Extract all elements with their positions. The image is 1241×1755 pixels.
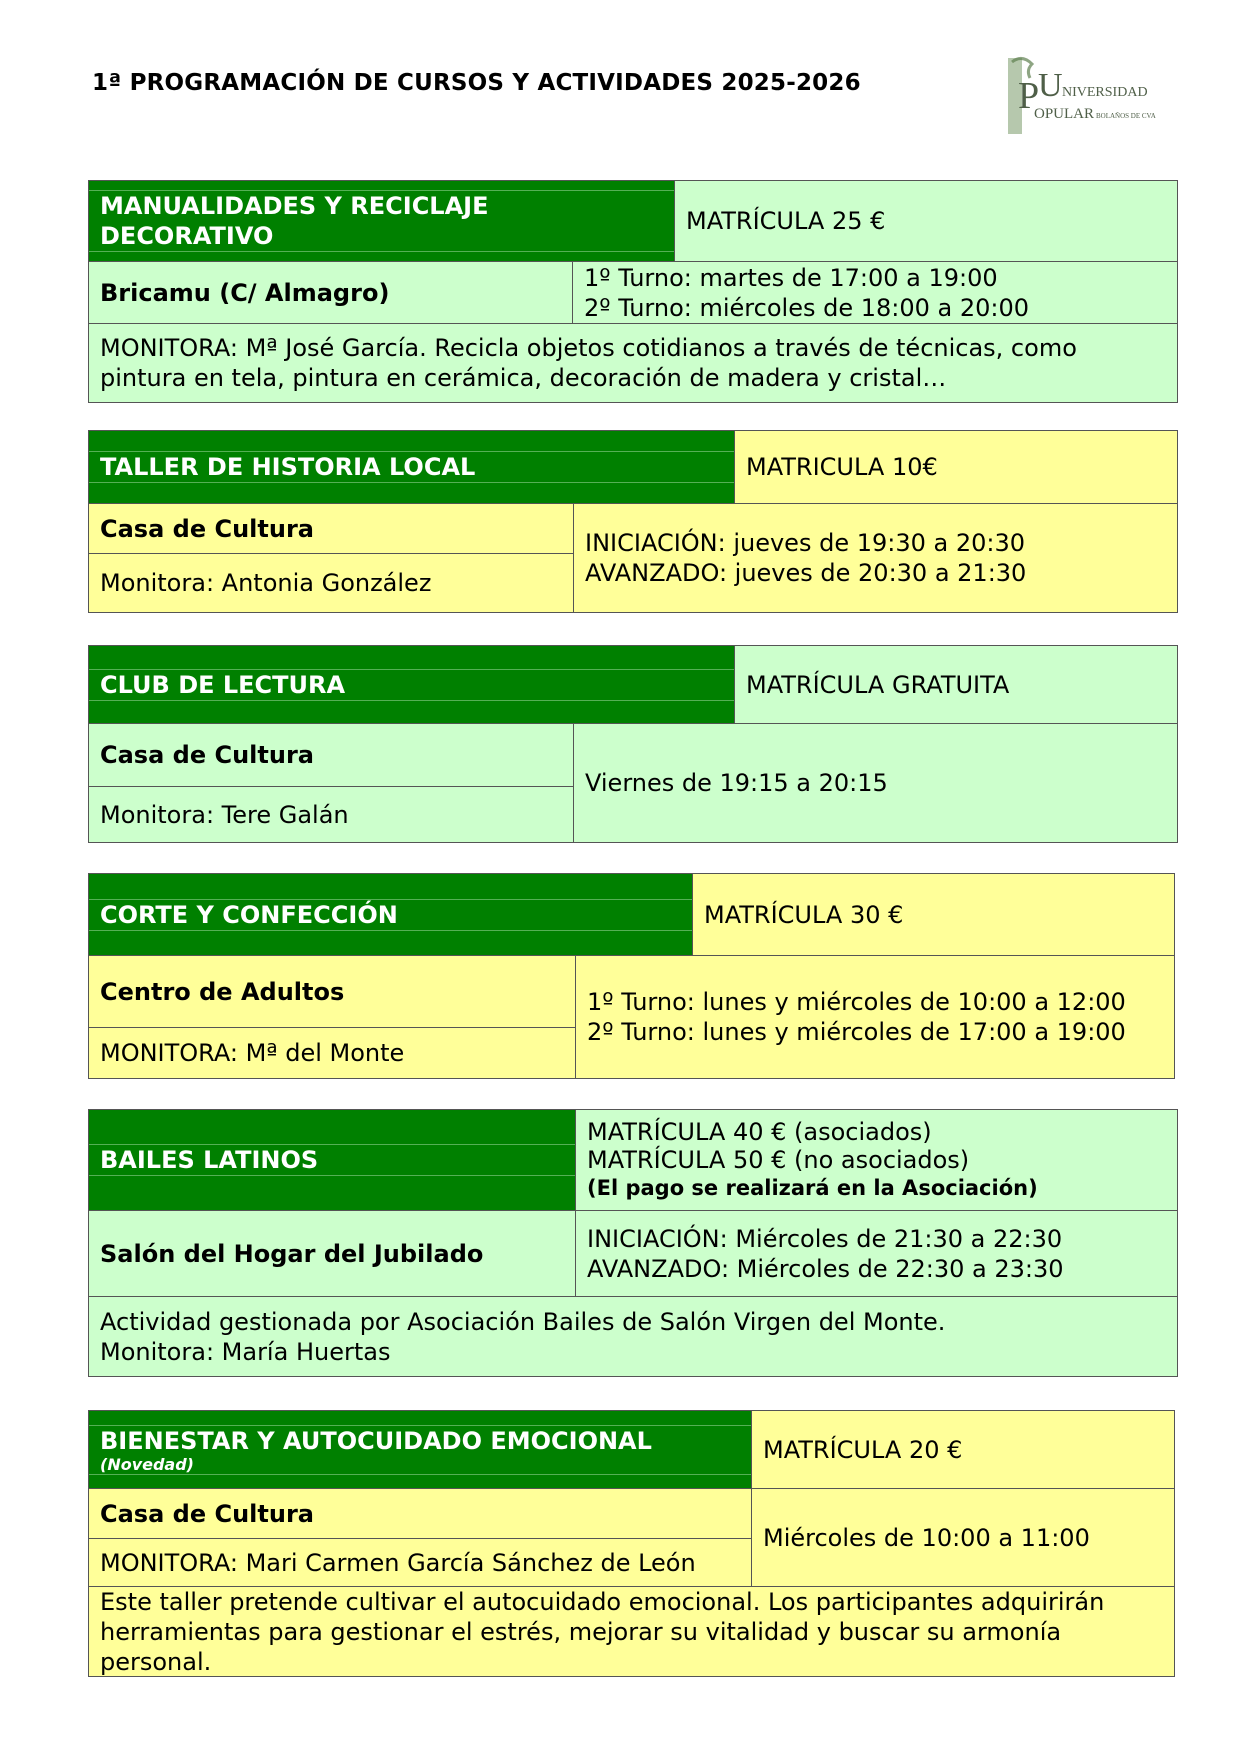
course-schedule: INICIACIÓN: jueves de 19:30 a 20:30 AVANZADO: jueves de 20:30 a 21:30	[573, 503, 1177, 612]
course-monitor: Monitora: Tere Galán	[89, 786, 573, 842]
course-title: TALLER DE HISTORIA LOCAL	[89, 431, 734, 503]
course-place: Bricamu (C/ Almagro)	[89, 261, 572, 323]
course-description: Actividad gestionada por Asociación Bailes de Salón Virgen del Monte. Monitora: María Huertas	[89, 1296, 1177, 1376]
universidad-popular-logo	[1004, 52, 1164, 140]
course-title: MANUALIDADES Y RECICLAJE DECORATIVO	[89, 181, 674, 261]
course-place: Casa de Cultura	[89, 1488, 751, 1538]
course-fee: MATRÍCULA 25 €	[674, 181, 1177, 261]
course-bailes-latinos	[88, 1109, 1178, 1377]
course-corte-confeccion	[88, 873, 1175, 1079]
svg-text:BOLAÑOS DE CVA: BOLAÑOS DE CVA	[1096, 112, 1156, 120]
course-schedule: Viernes de 19:15 a 20:15	[573, 723, 1177, 842]
course-title: CLUB DE LECTURA	[89, 646, 734, 723]
course-title: BAILES LATINOS	[89, 1110, 575, 1210]
course-place: Casa de Cultura	[89, 723, 573, 786]
svg-text:OPULAR: OPULAR	[1034, 106, 1095, 122]
course-monitor: MONITORA: Mari Carmen García Sánchez de León	[89, 1538, 751, 1586]
course-fee: MATRÍCULA 30 €	[692, 874, 1174, 955]
course-description: MONITORA: Mª José García. Recicla objetos cotidianos a través de técnicas, como pintura en tela, pintura en cerámica, decoración de madera y cristal…	[89, 323, 1177, 402]
course-place: Casa de Cultura	[89, 503, 573, 553]
course-schedule: INICIACIÓN: Miércoles de 21:30 a 22:30 AVANZADO: Miércoles de 22:30 a 23:30	[575, 1210, 1177, 1296]
course-schedule: Miércoles de 10:00 a 11:00	[751, 1488, 1174, 1586]
course-manualidades	[88, 180, 1178, 403]
course-fee: MATRICULA 10€	[734, 431, 1177, 503]
course-club-lectura	[88, 645, 1178, 843]
course-schedule: 1º Turno: lunes y miércoles de 10:00 a 12:00 2º Turno: lunes y miércoles de 17:00 a 19:00	[575, 955, 1174, 1078]
course-schedule: 1º Turno: martes de 17:00 a 19:00 2º Turno: miércoles de 18:00 a 20:00	[572, 261, 1177, 323]
course-fee: MATRÍCULA GRATUITA	[734, 646, 1177, 723]
course-description: Este taller pretende cultivar el autocuidado emocional. Los participantes adquirirán herramientas para gestionar el estrés, mejorar su vitalidad y buscar su armonía personal.	[89, 1586, 1174, 1676]
course-title: CORTE Y CONFECCIÓN	[89, 874, 692, 955]
page-title: 1ª PROGRAMACIÓN DE CURSOS Y ACTIVIDADES 2025-2026	[92, 70, 861, 96]
course-fee: MATRÍCULA 20 €	[751, 1411, 1174, 1488]
course-monitor: MONITORA: Mª del Monte	[89, 1027, 575, 1078]
course-fee: MATRÍCULA 40 € (asociados) MATRÍCULA 50 € (no asociados) (El pago se realizará en la Asociación)	[575, 1110, 1177, 1210]
course-place: Centro de Adultos	[89, 955, 575, 1027]
novedad-tag: (Novedad)	[100, 1454, 194, 1474]
svg-text:NIVERSIDAD: NIVERSIDAD	[1062, 85, 1148, 100]
course-monitor: Monitora: Antonia González	[89, 553, 573, 612]
svg-text:U: U	[1038, 67, 1063, 104]
course-historia-local	[88, 430, 1178, 613]
svg-text:P: P	[1018, 75, 1040, 117]
course-title: BIENESTAR Y AUTOCUIDADO EMOCIONAL (Novedad)	[89, 1411, 751, 1488]
course-place: Salón del Hogar del Jubilado	[89, 1210, 575, 1296]
course-bienestar	[88, 1410, 1175, 1677]
